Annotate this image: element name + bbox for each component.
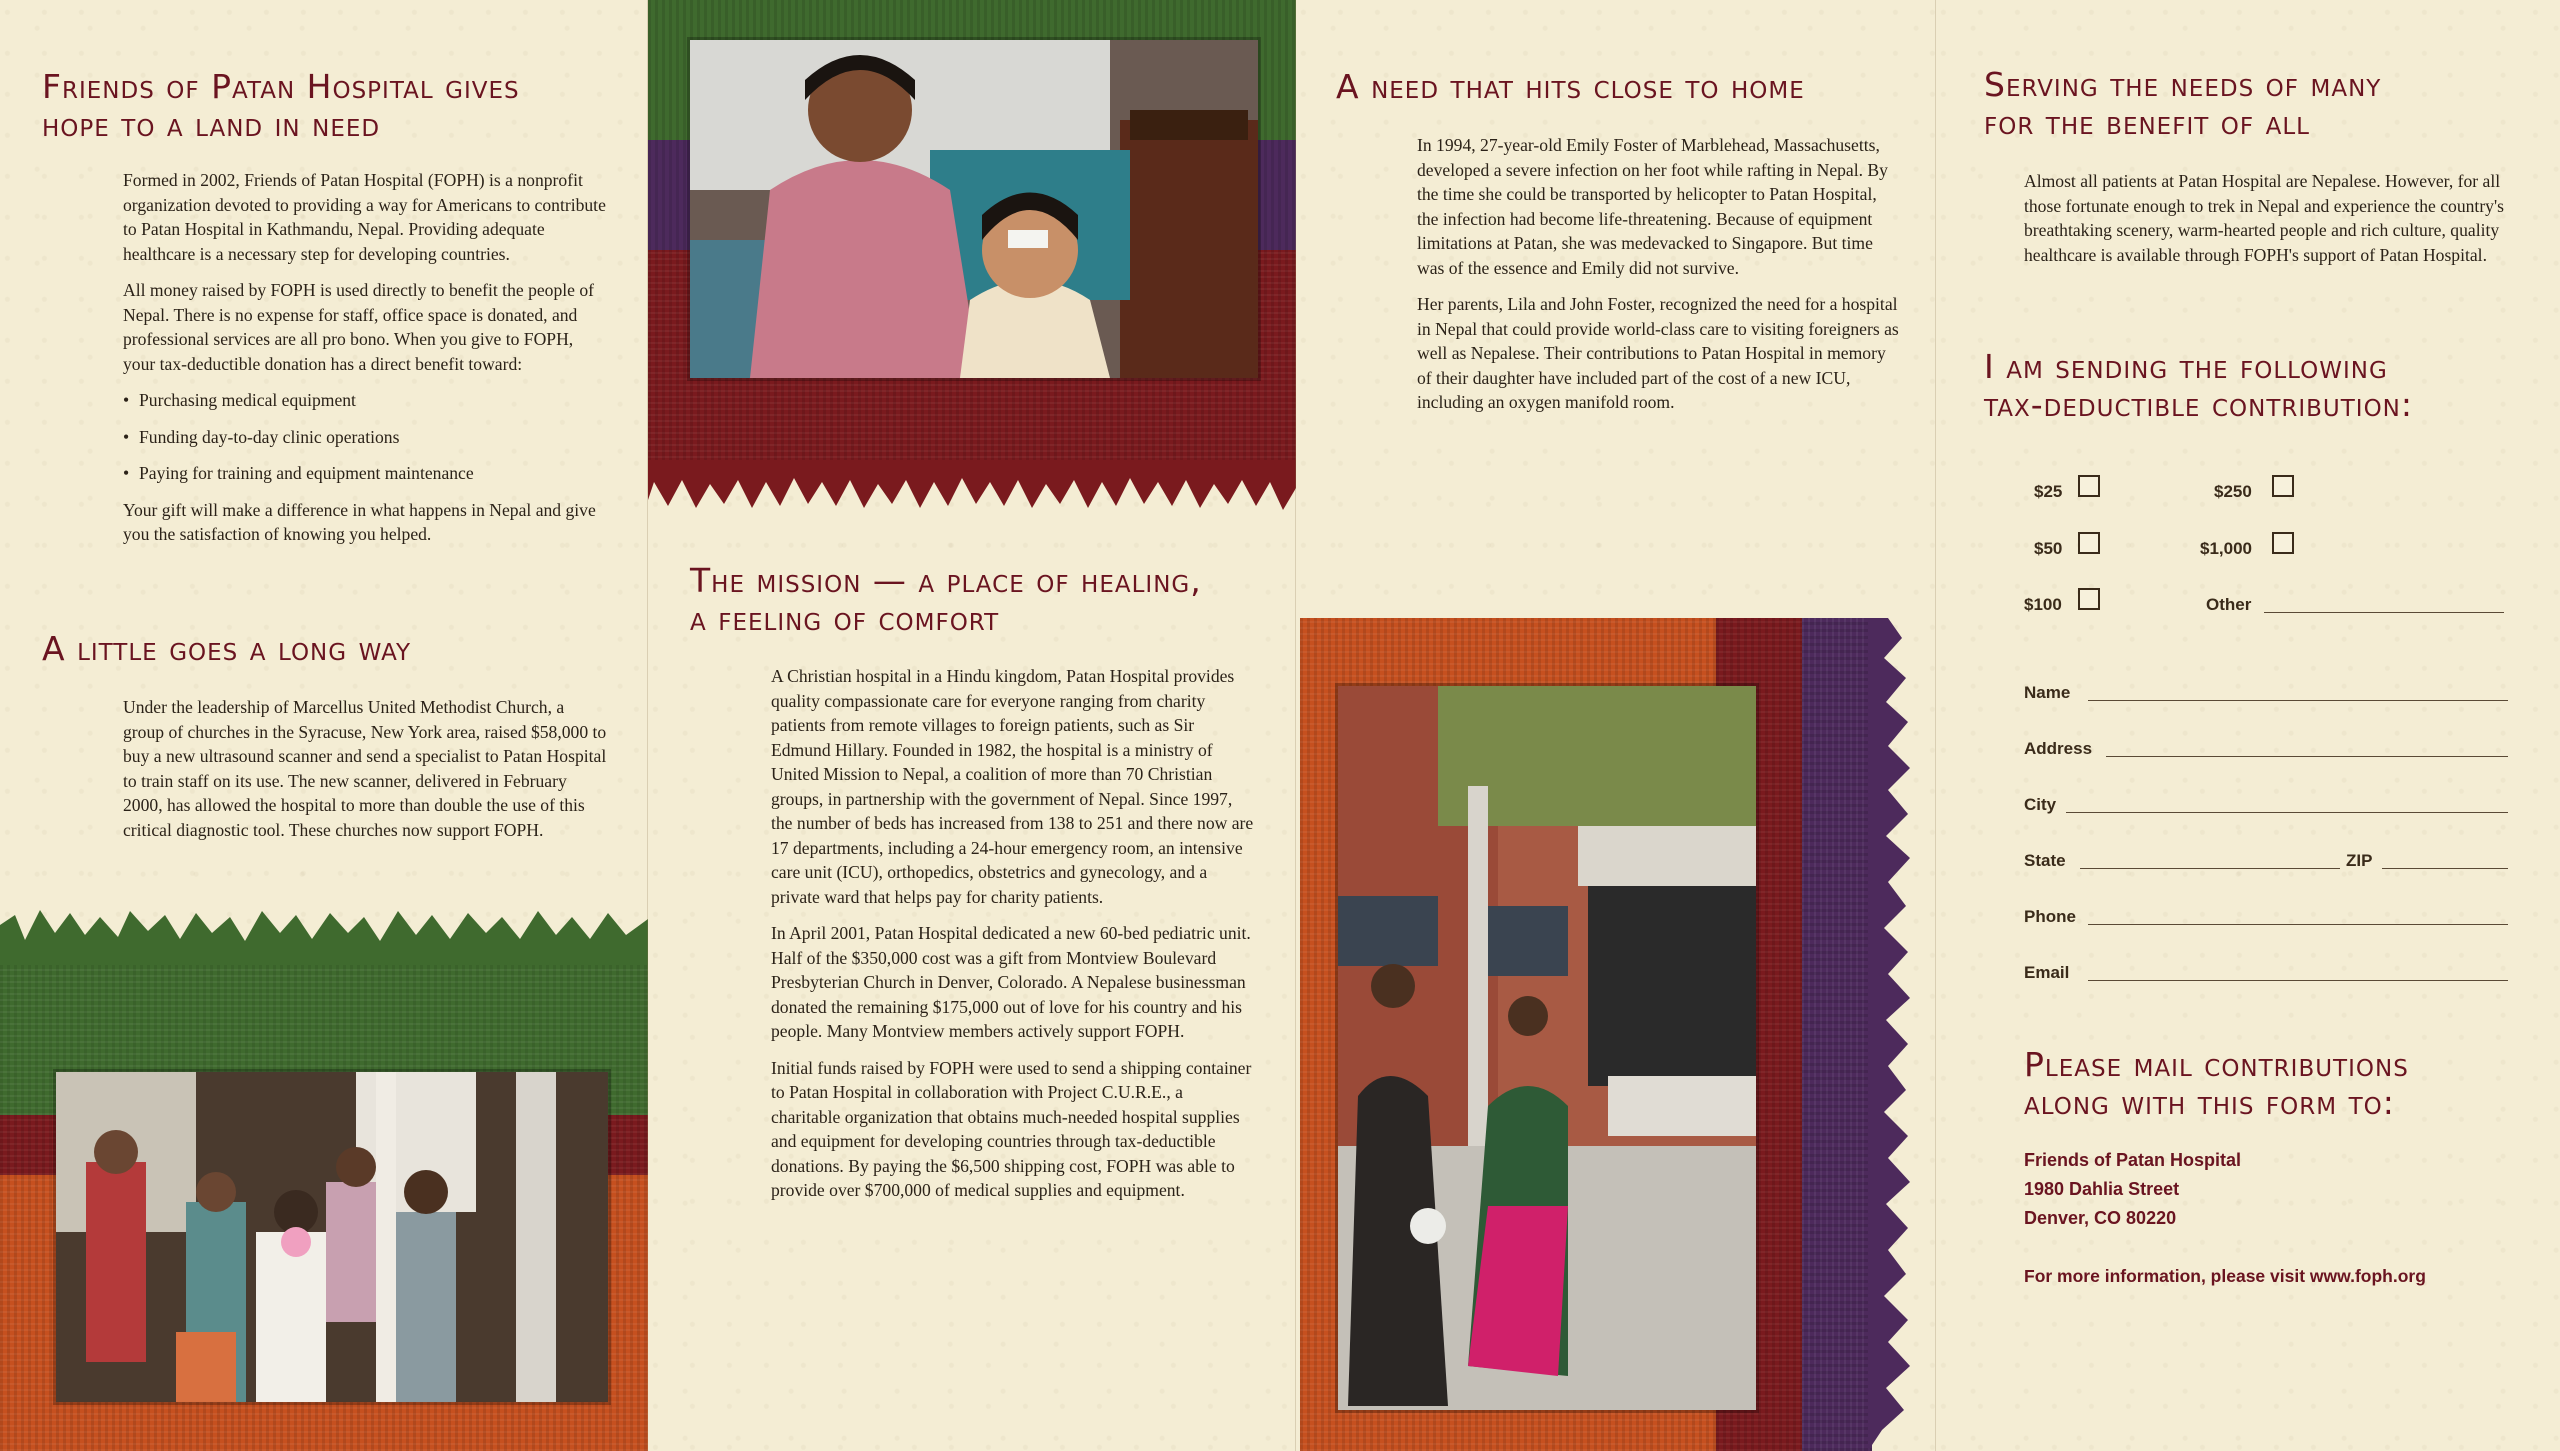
mission-body (771, 664, 1256, 1215)
address-line: Friends of Patan Hospital (2024, 1150, 2242, 1170)
heading-line: hope to a land in need (42, 105, 381, 144)
amount-250-label: $250 (2214, 482, 2252, 501)
purple-fringe (1868, 618, 1918, 1451)
mission-paragraph: In April 2001, Patan Hospital dedicated a new 60-bed pediatric unit. Half of the $350,000 cost was a gift from Montview Boulevard Presbyterian Church in Denver, Colorado. A Nepalese businessman donated the remaining $175,000 out of love for his country and his people. Many Montview members actively support FOPH. (771, 923, 1251, 1041)
amount-25-checkbox[interactable] (2078, 475, 2100, 497)
benefit-list (123, 388, 608, 486)
heading-line: Serving the needs of many (1984, 65, 2382, 104)
little-paragraph: Under the leadership of Marcellus United Methodist Church, a group of churches in the Syracuse, New York area, raised $58,000 to buy a new ultrasound scanner and send a specialist to Patan Hospital to train staff on its use. The new scanner, delivered in February 2000, has allowed the hospital to more than double the use of this critical diagnostic tool. These churches now support FOPH. (123, 697, 607, 840)
amount-1000-label: $1,000 (2200, 539, 2252, 558)
city-label: City (2024, 795, 2057, 814)
serving-paragraph: Almost all patients at Patan Hospital are Nepalese. However, for all those fortunate enough to trek in Nepal and experience the country's breathtaking scenery, warm-hearted people and rich culture, quality healthcare is available through FOPH's support of Patan Hospital. (2024, 171, 2504, 265)
heading-mail (2024, 1046, 2409, 1122)
benefit-item: • Purchasing medical equipment (123, 388, 608, 413)
photo-hospital-exterior (1338, 686, 1756, 1410)
photo-mother-child (690, 40, 1258, 378)
panel-need (1296, 0, 1936, 1451)
mailing-address (2024, 1146, 2241, 1233)
amount-250-checkbox[interactable] (2272, 475, 2294, 497)
heading-sending (1984, 348, 2413, 424)
more-info-link[interactable]: For more information, please visit www.foph.org (2024, 1266, 2426, 1286)
phone-label: Phone (2024, 907, 2076, 926)
state-label: State (2024, 851, 2066, 870)
amount-100-label: $100 (2024, 595, 2062, 614)
benefit-item: • Paying for training and equipment maintenance (123, 461, 608, 486)
heading-line: Friends of Patan Hospital gives (42, 67, 520, 106)
amount-other-label: Other (2206, 595, 2252, 614)
panel-mission (648, 0, 1296, 1451)
name-field[interactable] (2088, 700, 2508, 701)
benefit-item: • Funding day-to-day clinic operations (123, 425, 608, 450)
address-label: Address (2024, 739, 2093, 758)
amount-1000-checkbox[interactable] (2272, 532, 2294, 554)
phone-field[interactable] (2088, 924, 2508, 925)
address-line: 1980 Dahlia Street (2024, 1179, 2180, 1199)
need-paragraph: In 1994, 27-year-old Emily Foster of Marblehead, Massachusetts, developed a severe infection on her foot while rafting in Nepal. By the time she could be transported by helicopter to Patan Hospital, the infection had become life-threatening. Because of equipment limitations at Patan, she was medevacked to Singapore. But time was of the essence and Emily did not survive. (1417, 135, 1888, 278)
heading-line: a feeling of comfort (690, 599, 1000, 638)
email-label: Email (2024, 963, 2070, 982)
amount-100-checkbox[interactable] (2078, 588, 2100, 610)
little-body (123, 695, 608, 854)
about-paragraph: Your gift will make a difference in what happens in Nepal and give you the satisfaction of knowing you helped. (123, 499, 596, 544)
heading-line: The mission — a place of healing, (690, 561, 1202, 600)
heading-mission (690, 562, 1202, 638)
name-label: Name (2024, 683, 2071, 702)
mission-paragraph: A Christian hospital in a Hindu kingdom, Patan Hospital provides quality compassionate care for everyone ranging from charity patients from remote villages to foreign patients, such as Sir Edmund Hillary. Founded in 1982, the hospital is a ministry of United Mission to Nepal, a coalition of more than 70 Christian groups, in partnership with the government of Nepal. Since 1997, the number of beds has increased from 138 to 251 and there now are 17 departments, including a 24-hour emergency room, an intensive care unit (ICU), orthopedics, obstetrics and gynecology, and a private ward that helps pay for charity patients. (771, 666, 1254, 907)
amount-25-label: $25 (2034, 482, 2063, 501)
need-paragraph: Her parents, Lila and John Foster, recognized the need for a hospital in Nepal that could provide world-class care to visiting foreigners as well as Nepalese. Their contributions to Patan Hospital in memory of their daughter have included part of the cost of a new ICU, including an oxygen manifold room. (1417, 294, 1899, 412)
need-body (1417, 133, 1902, 427)
amount-other-field[interactable] (2264, 612, 2504, 613)
heading-line: I am sending the following (1984, 347, 2388, 386)
purple-textile-band (1802, 618, 1872, 1451)
heading-line: Please mail contributions (2024, 1045, 2409, 1084)
zip-label: ZIP (2346, 851, 2373, 870)
serving-body (2024, 169, 2534, 279)
address-line: Denver, CO 80220 (2024, 1208, 2177, 1228)
panel-about (0, 0, 648, 1451)
about-paragraph: All money raised by FOPH is used directly to benefit the people of Nepal. There is no expense for staff, office space is donated, and professional services are all pro bono. When you give to FOPH, your tax-deductible donation has a direct benefit toward: (123, 280, 595, 374)
heading-little: A little goes a long way (42, 629, 412, 668)
about-paragraph: Formed in 2002, Friends of Patan Hospital (FOPH) is a nonprofit organization devoted to providing a way for Americans to contribute to Patan Hospital in Kathmandu, Nepal. Providing adequate healthcare is a necessary step for developing countries. (123, 170, 606, 264)
email-field[interactable] (2088, 980, 2508, 981)
heading-need: A need that hits close to home (1336, 67, 1805, 106)
panel-contribution (1936, 0, 2560, 1451)
amount-50-checkbox[interactable] (2078, 532, 2100, 554)
heading-line: for the benefit of all (1984, 103, 2310, 142)
state-field[interactable] (2080, 868, 2340, 869)
heading-line: along with this form to: (2024, 1083, 2395, 1122)
red-fringe (648, 460, 1296, 520)
heading-serving (1984, 66, 2381, 142)
amount-50-label: $50 (2034, 539, 2063, 558)
heading-line: tax-deductible contribution: (1984, 385, 2414, 424)
zip-field[interactable] (2382, 868, 2508, 869)
about-body (123, 168, 608, 559)
photo-hospital-ward (56, 1072, 608, 1402)
heading-friends (42, 68, 520, 144)
address-field[interactable] (2106, 756, 2508, 757)
city-field[interactable] (2066, 812, 2508, 813)
mission-paragraph: Initial funds raised by FOPH were used to send a shipping container to Patan Hospital in collaboration with Project C.U.R.E., a charitable organization that obtains much-needed hospital supplies and equipment for developing countries through tax-deductible donations. By paying the $6,500 shipping cost, FOPH was able to provide over $700,000 of medical supplies and equipment. (771, 1057, 1252, 1200)
